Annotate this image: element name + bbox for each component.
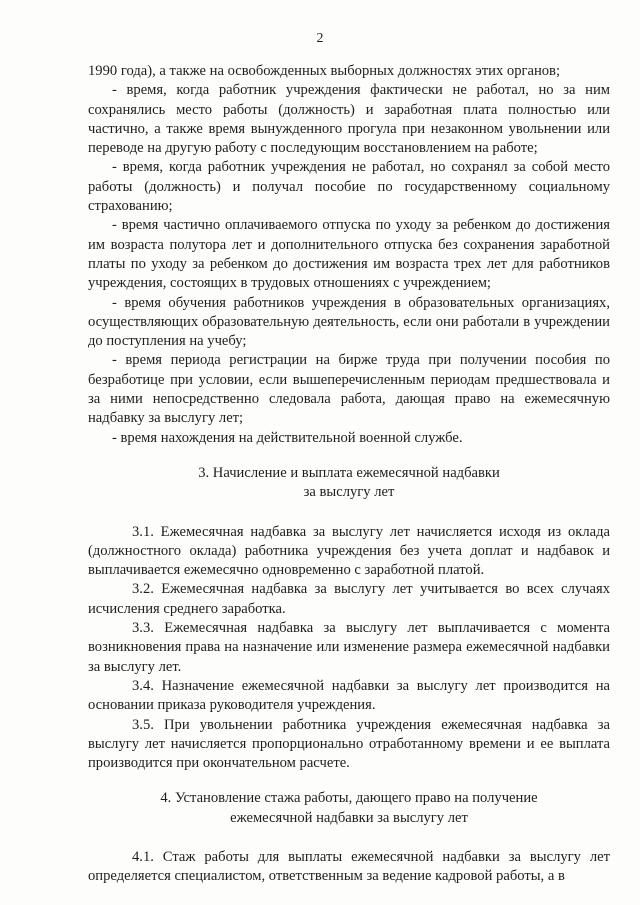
paragraph-continuation: 1990 года), а также на освобожденных выборных должностях этих органов; — [88, 63, 561, 79]
clause-paragraph: 4.1. Стаж работы для выплаты ежемесячной надбавки за выслугу лет определяется специалистом, ответственным за ведение кадровой работы, а в — [88, 848, 610, 885]
page-number: 2 — [316, 31, 324, 46]
list-item: - время обучения работников учреждения в образовательных организациях, осуществляющих образовательную деятельность, если они работали в учреждении до поступления на учебу; — [88, 294, 610, 350]
list-item: - время, когда работник учреждения не работал, но сохранял за собой место работы (должность) и получал пособие по государственному социальному страхованию; — [88, 159, 610, 215]
section-heading-line: 3. Начисление и выплата ежемесячной надбавки — [198, 464, 500, 481]
clause-paragraph: 3.1. Ежемесячная надбавка за выслугу лет начисляется исходя из оклада (должностного оклада) работника учреждения без учета доплат и надбавок и выплачивается ежемесячно одновременно с заработной платой. — [88, 523, 610, 579]
document-body — [88, 62, 610, 887]
list-item: - время, когда работник учреждения фактически не работал, но за ним сохранялись место работы (должность) и заработная плата полностью или частично, а также время вынужденного прогула при незаконном увольнении или переводе на другую работу с последующим восстановлением на работе; — [88, 82, 610, 157]
section-heading — [88, 789, 610, 828]
list-item: - время периода регистрации на бирже труда при получении пособия по безработице при условии, если вышеперечисленным периодам предшествовала и за ними непосредственно следовала работа, дающая право на ежемесячную надбавку за выслугу лет; — [88, 352, 610, 427]
section-heading — [88, 464, 610, 503]
list-item: - время нахождения на действительной военной службе. — [112, 429, 463, 446]
clause-paragraph: 3.4. Назначение ежемесячной надбавки за выслугу лет производится на основании приказа руководителя учреждения. — [88, 677, 610, 714]
clause-paragraph: 3.2. Ежемесячная надбавка за выслугу лет учитывается во всех случаях исчисления среднего заработка. — [88, 581, 610, 617]
list-item: - время частично оплачиваемого отпуска по уходу за ребенком до достижения им возраста полутора лет и дополнительного отпуска без сохранения заработной платы по уходу за ребенком до достижения им возраста трех лет для работников учреждения, состоящих в трудовых отношениях с учреждением; — [88, 217, 610, 292]
clause-paragraph: 3.3. Ежемесячная надбавка за выслугу лет выплачивается с момента возникновения права на назначение или изменение размера ежемесячной надбавки за выслугу лет. — [88, 620, 610, 675]
section-heading-line: за выслугу лет — [303, 484, 395, 501]
section-heading-line: 4. Установление стажа работы, дающего право на получение — [160, 790, 538, 807]
clause-paragraph: 3.5. При увольнении работника учреждения ежемесячная надбавка за выслугу лет начисляется пропорционально отработанному времени и ее выплата производится при окончательном расчете. — [88, 716, 610, 772]
section-heading-line: ежемесячной надбавки за выслугу лет — [230, 809, 468, 826]
